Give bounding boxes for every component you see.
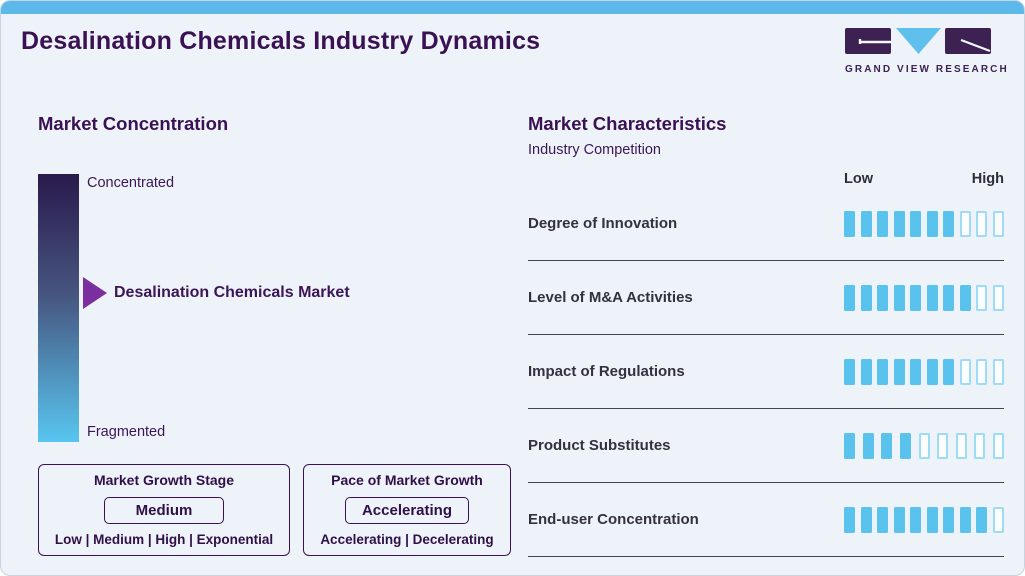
market-characteristics-heading: Market Characteristics xyxy=(528,113,727,134)
characteristic-label: Degree of Innovation xyxy=(528,215,678,232)
pace-value-badge: Accelerating xyxy=(345,497,469,524)
rating-bar-filled xyxy=(910,211,921,237)
pace-title: Pace of Market Growth xyxy=(331,472,483,488)
rating-bar-filled xyxy=(894,211,905,237)
pointer-arrow-icon xyxy=(83,277,107,309)
gvr-logo xyxy=(845,28,1009,75)
fragmented-label: Fragmented xyxy=(87,424,166,440)
concentration-gradient-bar xyxy=(38,174,79,442)
rating-bar-filled xyxy=(943,359,954,385)
top-accent-bar xyxy=(1,1,1024,14)
rating-bar-filled xyxy=(844,359,855,385)
characteristic-label: Impact of Regulations xyxy=(528,363,685,380)
rating-bars xyxy=(844,359,1004,385)
characteristic-row xyxy=(528,409,1004,483)
logo-v-triangle-icon xyxy=(896,28,941,54)
rating-bar-filled xyxy=(881,433,892,459)
market-characteristics-panel xyxy=(528,113,1004,557)
rating-bar-filled xyxy=(844,285,855,311)
growth-stage-value-badge: Medium xyxy=(104,497,224,524)
rating-bar-filled xyxy=(960,285,971,311)
rating-bar-empty xyxy=(960,211,971,237)
rating-bar-filled xyxy=(943,507,954,533)
rating-bar-filled xyxy=(960,507,971,533)
rating-bar-filled xyxy=(894,507,905,533)
rating-bar-filled xyxy=(844,433,855,459)
rating-bar-empty xyxy=(974,433,985,459)
characteristic-row xyxy=(528,187,1004,261)
scale-labels xyxy=(844,171,1004,187)
rating-bar-filled xyxy=(861,285,872,311)
rating-bar-filled xyxy=(877,285,888,311)
scale-high-label: High xyxy=(971,171,1004,187)
rating-bar-filled xyxy=(877,211,888,237)
rating-bar-filled xyxy=(894,285,905,311)
characteristic-label: Level of M&A Activities xyxy=(528,289,693,306)
rating-bar-filled xyxy=(943,285,954,311)
rating-bars xyxy=(844,285,1004,311)
characteristic-row xyxy=(528,261,1004,335)
rating-bar-empty xyxy=(993,507,1004,533)
rating-bar-filled xyxy=(927,507,938,533)
rating-bar-filled xyxy=(844,211,855,237)
rating-bar-empty xyxy=(976,285,987,311)
rating-bar-empty xyxy=(919,433,930,459)
market-concentration-heading: Market Concentration xyxy=(38,113,229,134)
rating-bar-empty xyxy=(976,211,987,237)
rating-bar-empty xyxy=(993,285,1004,311)
rating-bar-empty xyxy=(960,359,971,385)
rating-bar-filled xyxy=(861,507,872,533)
rating-bar-filled xyxy=(861,359,872,385)
pace-options: Accelerating | Decelerating xyxy=(320,532,494,547)
characteristic-label: End-user Concentration xyxy=(528,511,699,528)
characteristic-row xyxy=(528,335,1004,409)
rating-bar-empty xyxy=(993,359,1004,385)
characteristic-label: Product Substitutes xyxy=(528,437,671,454)
rating-bar-filled xyxy=(910,359,921,385)
rating-bar-empty xyxy=(993,433,1004,459)
rating-bars xyxy=(844,507,1004,533)
rating-bar-empty xyxy=(956,433,967,459)
gvr-logo-mark-icon xyxy=(845,28,991,55)
concentrated-label: Concentrated xyxy=(87,175,175,191)
pace-of-growth-box xyxy=(303,464,511,556)
rating-bars xyxy=(844,433,1004,459)
rating-bar-empty xyxy=(976,359,987,385)
rating-bar-filled xyxy=(877,359,888,385)
rating-bar-filled xyxy=(910,507,921,533)
rating-bar-filled xyxy=(894,359,905,385)
growth-stage-title: Market Growth Stage xyxy=(93,472,235,488)
scale-low-label: Low xyxy=(844,171,873,187)
logo-wordmark: GRAND VIEW RESEARCH xyxy=(845,64,1009,75)
rating-bar-filled xyxy=(877,507,888,533)
rating-bar-filled xyxy=(927,359,938,385)
growth-stage-options: Low | Medium | High | Exponential xyxy=(54,532,274,547)
industry-competition-subheading: Industry Competition xyxy=(528,142,661,158)
market-pointer-label: Desalination Chemicals Market xyxy=(114,284,350,301)
logo-r-block xyxy=(945,28,991,54)
rating-bar-empty xyxy=(993,211,1004,237)
rating-bar-filled xyxy=(863,433,874,459)
rating-bar-filled xyxy=(927,211,938,237)
rating-bar-filled xyxy=(900,433,911,459)
rating-bar-filled xyxy=(976,507,987,533)
rating-bar-filled xyxy=(927,285,938,311)
market-growth-stage-box xyxy=(38,464,290,556)
rating-bar-filled xyxy=(844,507,855,533)
characteristic-row xyxy=(528,483,1004,557)
page-title: Desalination Chemicals Industry Dynamics xyxy=(21,27,541,55)
scale-row xyxy=(528,171,1004,187)
rating-bar-empty xyxy=(937,433,948,459)
rating-bar-filled xyxy=(943,211,954,237)
rating-bar-filled xyxy=(861,211,872,237)
rating-bars xyxy=(844,211,1004,237)
rating-bar-filled xyxy=(910,285,921,311)
